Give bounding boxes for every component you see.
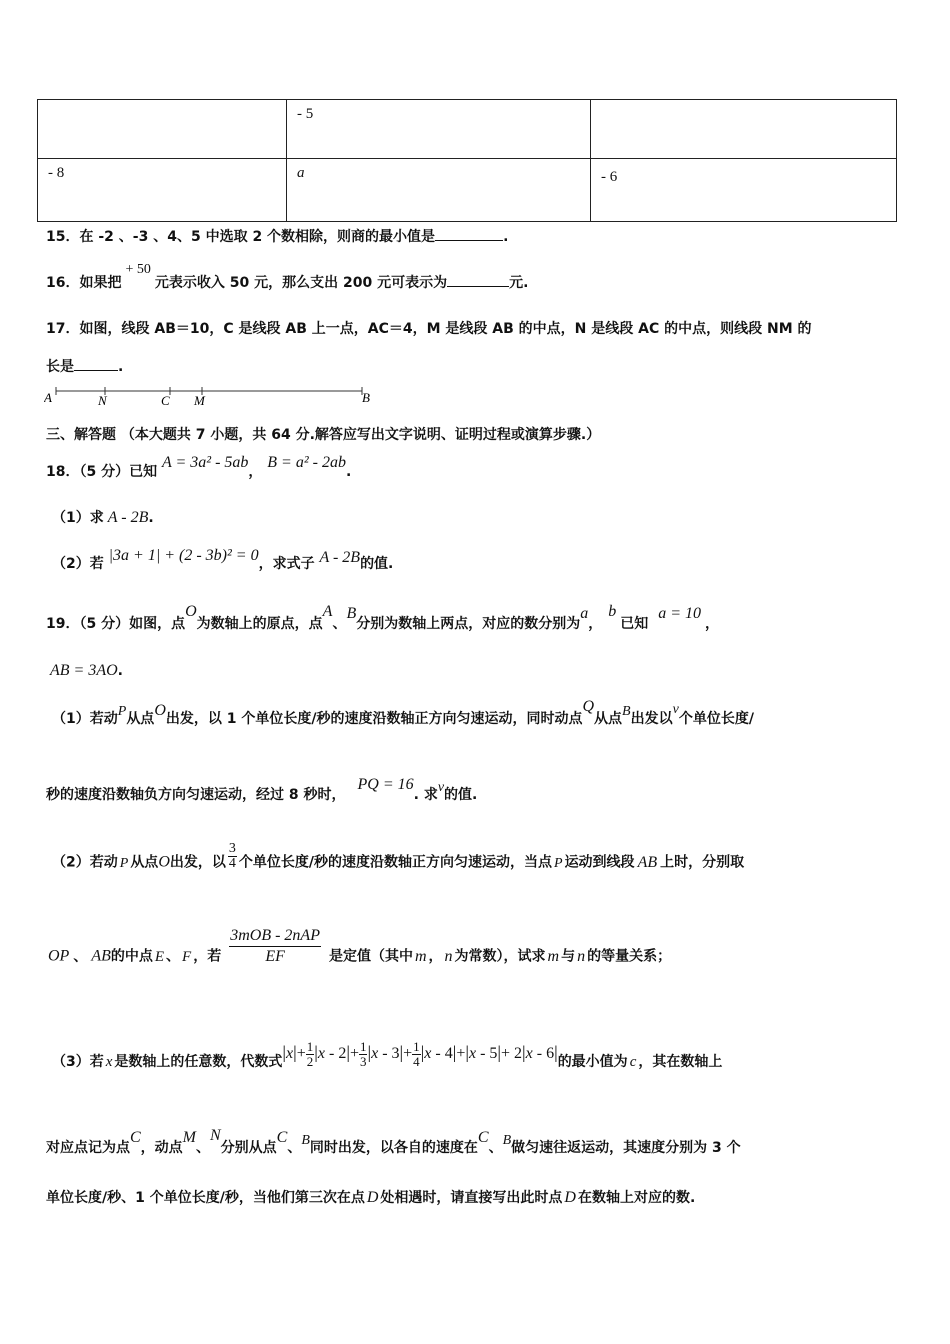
- q19-text: 为数轴上的原点，点: [196, 616, 323, 632]
- question-19-part2-line2: [48, 927, 672, 977]
- q18-end: .: [345, 464, 352, 480]
- q19-text: 在数轴上对应的数.: [577, 1190, 696, 1206]
- var-O: O: [185, 603, 197, 620]
- segment-figure: [44, 383, 384, 407]
- q19-text: 是数轴上的任意数，代数式: [114, 1054, 283, 1071]
- cond-pq-16: PQ = 16: [357, 776, 414, 793]
- question-19-part2-line1: [52, 841, 745, 877]
- question-19-part3-line3: [46, 1187, 695, 1207]
- var-N: N: [210, 1127, 221, 1144]
- var-A: A: [322, 603, 333, 620]
- q18-p2-end: 的值.: [360, 556, 394, 572]
- var-n: n: [444, 947, 453, 965]
- abs-sum-expression: |x|+ $\frac{1}{2}$ |x - 2|+ $\frac{1}{3}$ |x - 3|+ $\frac{1}{4}$ |x - 4|+|x - 5|+ 2|x - 6|: [282, 1039, 558, 1069]
- q19-text: 是定值（其中: [328, 948, 413, 965]
- q19-text: 做匀速往返运动，其速度分别为 3 个: [511, 1140, 741, 1156]
- var-P: P: [119, 855, 129, 871]
- q19-text: 出发，以 1 个单位长度/秒的速度沿数轴正方向匀速运动，同时动点: [165, 711, 583, 727]
- answer-blank: [435, 226, 503, 241]
- var-B: B: [346, 605, 357, 622]
- table-cell: - 5: [287, 100, 591, 159]
- var-Q: Q: [582, 698, 595, 715]
- cond-a-10: a = 10: [658, 605, 702, 622]
- q19-text: ，其在数轴上: [638, 1054, 723, 1071]
- var-E: E: [154, 948, 165, 965]
- q19-text: ，: [588, 616, 603, 632]
- var-C: C: [276, 1129, 288, 1146]
- q18-p2-expr2: A - 2B: [319, 549, 361, 566]
- q18-p1-end: .: [148, 510, 154, 526]
- var-OP: OP: [48, 947, 70, 965]
- q19-text: 、: [287, 1140, 302, 1156]
- q19-text: 、: [73, 948, 88, 965]
- var-x: x: [105, 1054, 113, 1071]
- var-a: a: [580, 605, 589, 622]
- q19-text: 分别为数轴上两点，对应的数分别为: [356, 616, 581, 632]
- q18-p1-expr: A - 2B: [107, 509, 149, 526]
- q18-sep: ，: [248, 464, 263, 480]
- var-v: v: [437, 780, 445, 795]
- q19-text: ，: [705, 616, 720, 632]
- q19-text: 的等量关系；: [587, 948, 672, 965]
- frac-den: 4: [228, 856, 236, 871]
- q18-expr-b: B = a² - 2ab: [267, 454, 346, 471]
- q15-text: 15．在 -2 、-3 、4、5 中选取 2 个数相除，则商的最小值是: [46, 229, 436, 245]
- q19-text: （2）若动: [52, 854, 118, 871]
- q19-text: （1）若动: [52, 711, 118, 727]
- q19-text: 出发以: [630, 711, 673, 727]
- question-15: [46, 226, 508, 246]
- values-table: [37, 99, 897, 222]
- q19-text: 、: [166, 948, 181, 965]
- label-M: M: [194, 393, 205, 407]
- var-C: C: [130, 1129, 141, 1146]
- q18-p2-mid: ，求式子: [258, 556, 315, 572]
- q19-text: 秒的速度沿数轴负方向匀速运动，经过 8 秒时，: [46, 787, 346, 803]
- var-P: P: [117, 704, 127, 719]
- table-cell: a: [287, 159, 591, 222]
- table-row: [38, 159, 897, 222]
- q19-text: 从点: [126, 711, 155, 727]
- question-19-line1: [46, 603, 720, 633]
- cond-ab-3ao: AB = 3AO: [50, 662, 118, 679]
- q19-text: 19．（5 分）如图，点: [46, 616, 186, 632]
- q19-text: 的最小值为: [557, 1054, 628, 1071]
- label-C: C: [161, 393, 170, 407]
- var-M: M: [182, 1129, 196, 1146]
- label-N: N: [98, 393, 107, 407]
- var-b: b: [608, 603, 617, 620]
- table-cell: - 6: [591, 159, 897, 222]
- q19-text: 从点: [130, 854, 159, 871]
- var-D: D: [366, 1189, 379, 1206]
- q19-text: 对应点记为点: [46, 1140, 130, 1156]
- q19-text: 同时出发，以各自的速度在: [309, 1140, 478, 1156]
- q19-text: 上时，分别取: [660, 854, 745, 871]
- var-c: c: [629, 1054, 637, 1071]
- question-19-part3-line2: [46, 1127, 741, 1157]
- q16-mid: 元表示收入 50 元，那么支出 200 元可表示为: [154, 275, 448, 291]
- q19-text: 个单位长度/秒的速度沿数轴正方向匀速运动，当点: [238, 854, 552, 871]
- q19-text: . 求: [413, 787, 438, 803]
- q19-text: 出发，以: [169, 854, 226, 871]
- var-m: m: [414, 947, 427, 965]
- q19-text: 已知: [620, 616, 649, 632]
- q19-text: 、: [332, 616, 347, 632]
- table-cell: - 8: [38, 159, 287, 222]
- q19-text: 单位长度/秒、1 个单位长度/秒，当他们第三次在点: [46, 1190, 365, 1206]
- q18-p1-label: （1）求: [52, 510, 104, 526]
- q18-p2-label: （2）若: [52, 556, 104, 572]
- var-B: B: [622, 704, 631, 719]
- q18-head: 18．（5 分）已知: [46, 464, 158, 480]
- label-A: A: [44, 390, 52, 405]
- q19-text: 、: [196, 1140, 210, 1156]
- label-B: B: [362, 390, 370, 405]
- q19-text: ，: [428, 948, 443, 965]
- q19-text: 处相遇时，请直接写出此时点: [380, 1190, 563, 1206]
- var-AB: AB: [637, 853, 658, 871]
- var-D: D: [564, 1189, 576, 1206]
- q19-text: 分别从点: [220, 1140, 277, 1156]
- q19-text: 从点: [594, 711, 623, 727]
- q19-text: 个单位长度/: [678, 711, 754, 727]
- var-P: P: [554, 855, 563, 871]
- q19-text: 的值.: [444, 787, 478, 803]
- answer-blank: [74, 356, 118, 371]
- question-19-part1-line2: [46, 776, 478, 804]
- var-O: O: [154, 702, 166, 719]
- q19-dot: .: [117, 663, 123, 679]
- q19-text: ，若: [193, 948, 222, 965]
- question-19-line2: [50, 660, 123, 680]
- expr-num: 3mOB - 2nAP: [229, 926, 321, 947]
- question-16: [46, 262, 529, 292]
- q18-p2-expr: |3a + 1| + (2 - 3b)² = 0: [108, 547, 259, 564]
- q19-text: 、: [488, 1140, 503, 1156]
- q19-text: 运动到线段: [564, 854, 635, 871]
- section-heading: 三、解答题 （本大题共 7 小题，共 64 分.解答应写出文字说明、证明过程或演算步骤.）: [46, 427, 601, 443]
- table-cell: [38, 100, 287, 159]
- expr-den: EF: [265, 948, 285, 965]
- var-B: B: [502, 1133, 512, 1148]
- q16-pre: 16．如果把: [46, 275, 122, 291]
- frac-num: 3: [228, 841, 236, 856]
- var-n: n: [577, 947, 586, 965]
- q17-end: .: [118, 359, 124, 375]
- q16-end: 元.: [509, 275, 529, 291]
- question-17-line2: [46, 356, 123, 376]
- question-17-line1: 17．如图，线段 AB＝10，C 是线段 AB 上一点，AC＝4，M 是线段 AB 的中点，N 是线段 AC 的中点，则线段 NM 的: [46, 321, 812, 337]
- question-19-part1-line1: [52, 698, 754, 728]
- q19-text: 与: [561, 948, 576, 965]
- q19-text: 为常数），试求: [454, 948, 546, 965]
- q19-text: ，动点: [140, 1140, 183, 1156]
- q18-expr-a: A = 3a² - 5ab: [161, 454, 249, 471]
- question-19-part3-line1: [52, 1039, 723, 1077]
- question-18-part1: [52, 507, 154, 527]
- var-AB: AB: [91, 947, 111, 965]
- var-B: B: [301, 1133, 310, 1148]
- q16-superscript: + 50: [125, 262, 151, 277]
- var-v: v: [672, 702, 679, 717]
- var-m: m: [547, 947, 560, 965]
- question-18: [46, 454, 352, 481]
- table-row: [38, 100, 897, 159]
- q19-text: 的中点: [110, 948, 153, 965]
- var-F: F: [182, 948, 192, 965]
- q19-text: （3）若: [52, 1054, 104, 1071]
- table-cell: [591, 100, 897, 159]
- fraction-three-quarters: [228, 842, 237, 871]
- fraction-expression: [229, 926, 321, 967]
- var-C: C: [477, 1129, 489, 1146]
- question-18-part2: [52, 547, 394, 573]
- answer-blank: [447, 272, 509, 287]
- q15-end: .: [503, 229, 509, 245]
- q17-line2-text: 长是: [46, 359, 74, 375]
- var-O: O: [158, 853, 170, 871]
